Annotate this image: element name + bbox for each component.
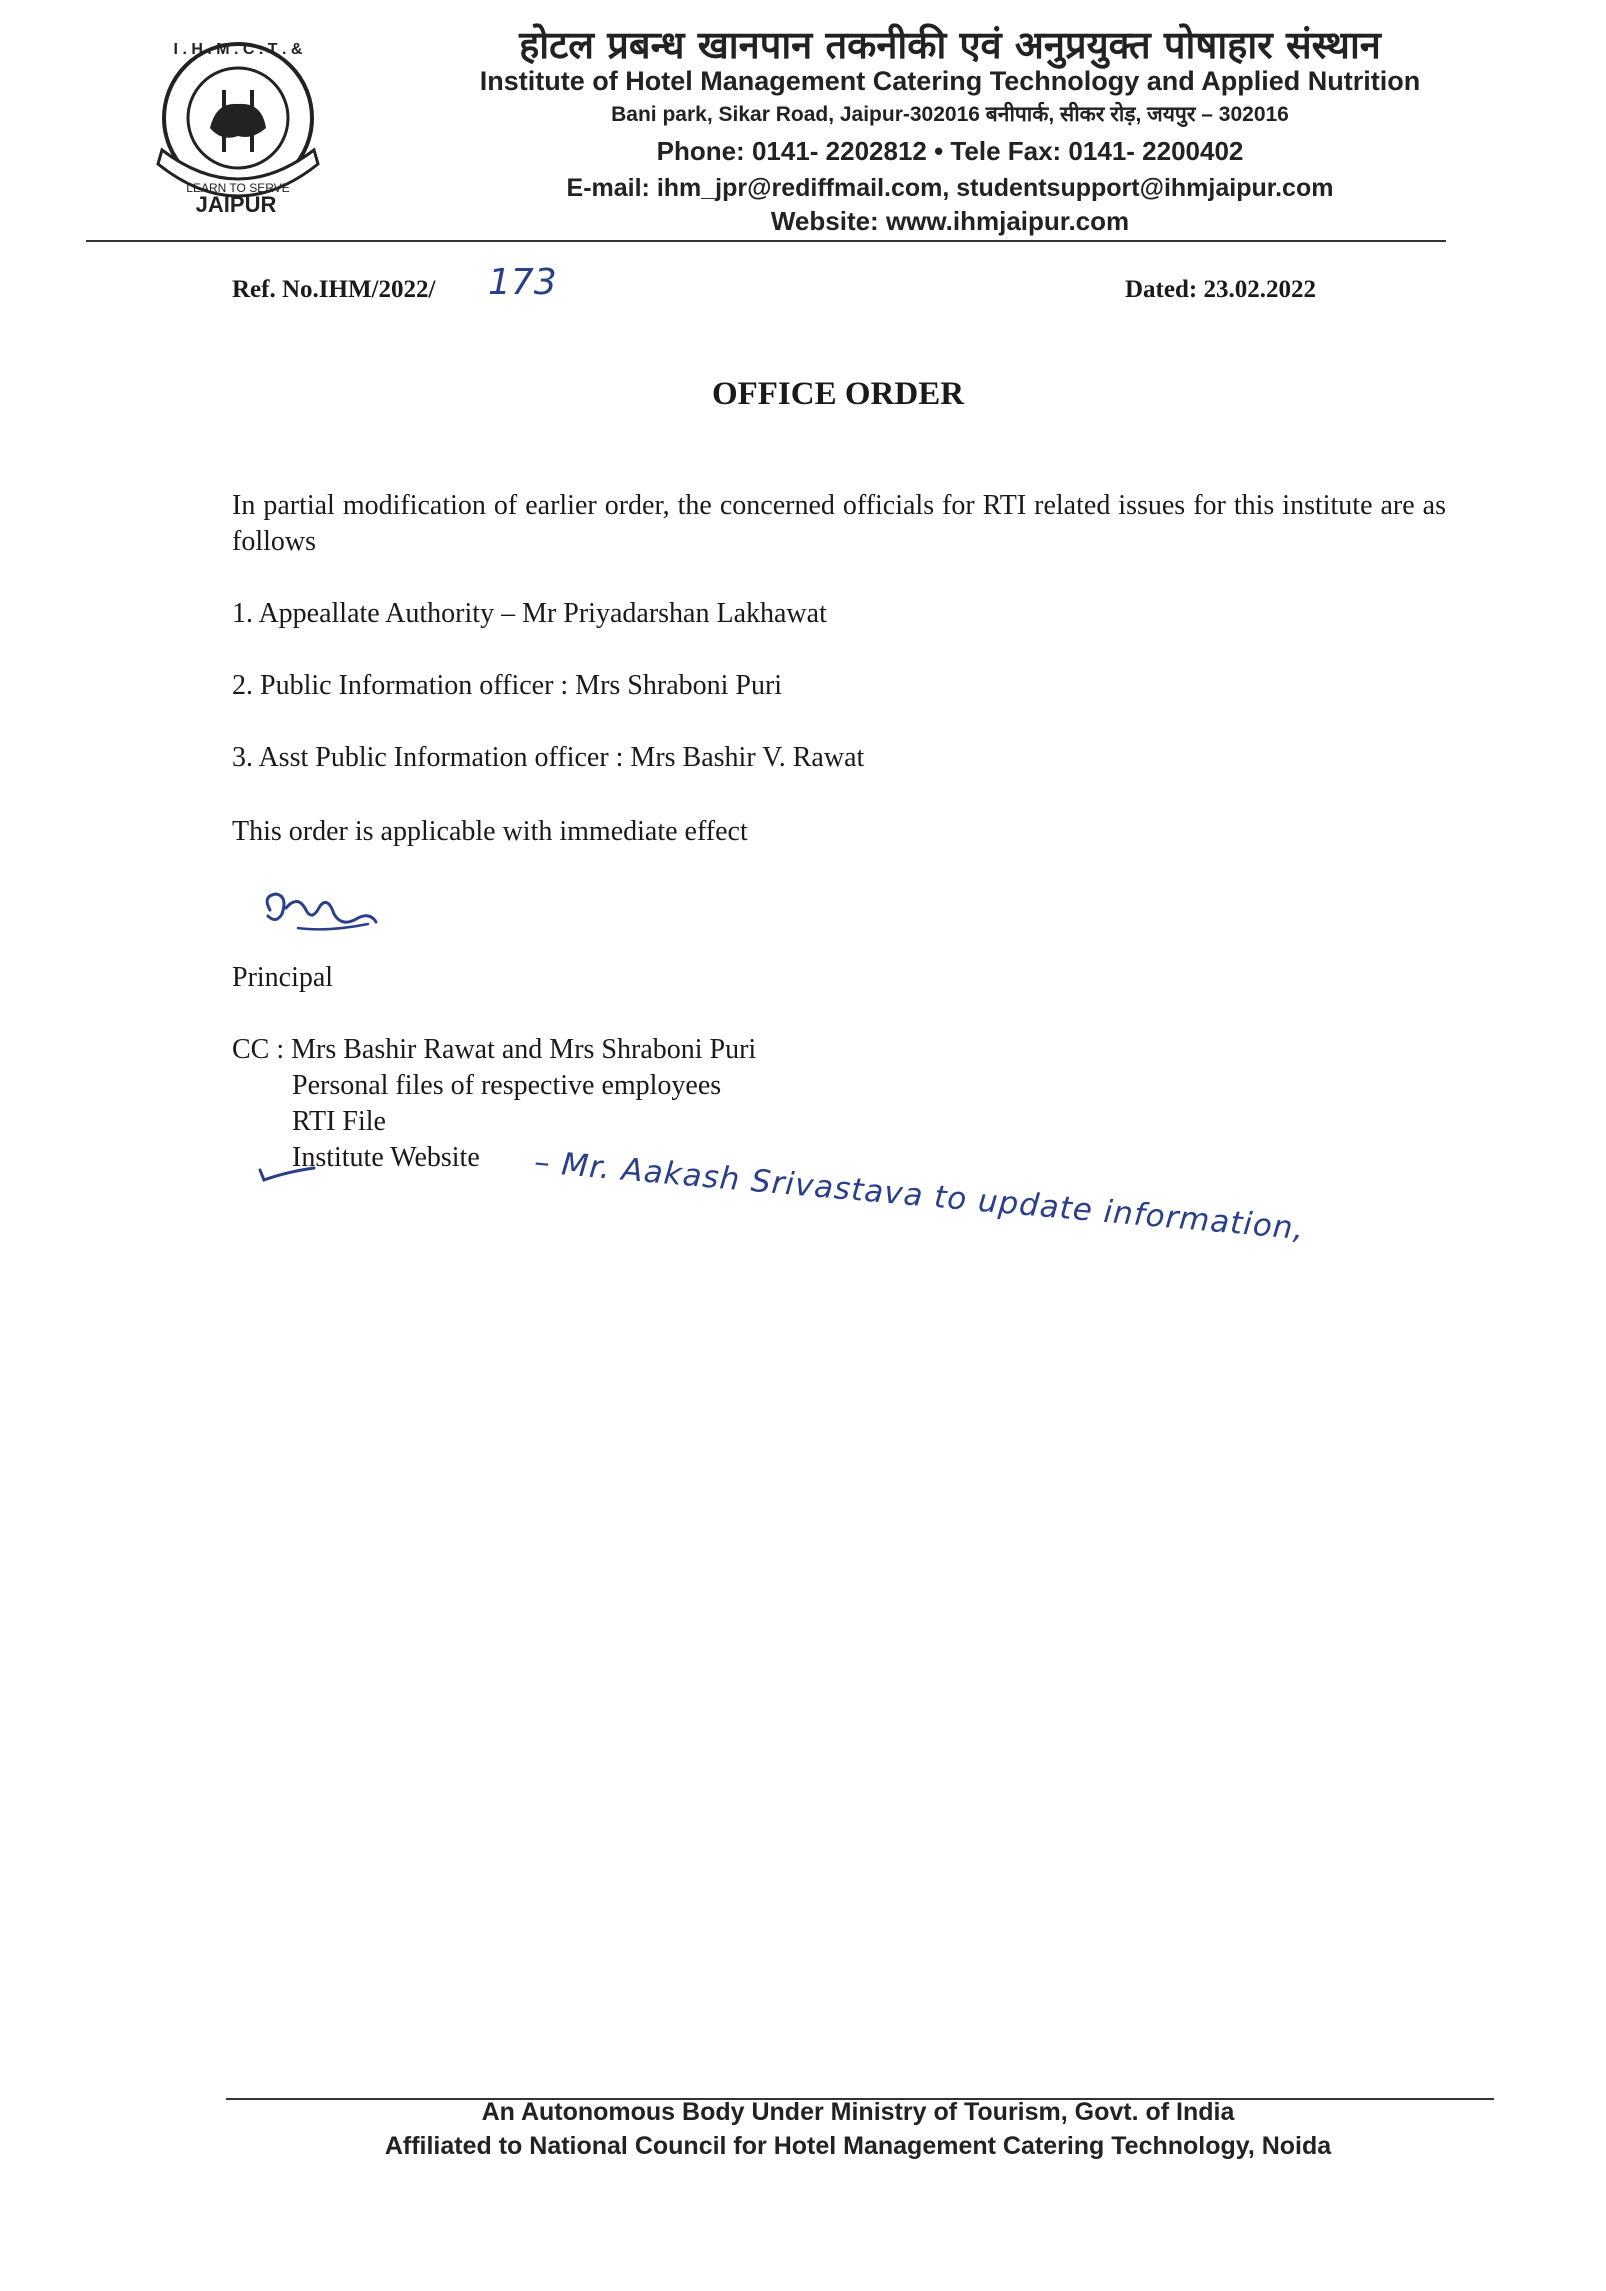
reference-number-label: Ref. No.IHM/2022/ xyxy=(232,276,436,303)
institute-address: Bani park, Sikar Road, Jaipur-302016 बनीपार्क, सीकर रोड़, जयपुर – 302016 xyxy=(611,103,1289,126)
official-item: 1. Appeallate Authority – Mr Priyadarshan Lakhawat xyxy=(232,598,827,629)
footer-line-affiliation: Affiliated to National Council for Hotel Management Catering Technology, Noida xyxy=(384,2132,1332,2160)
handwritten-tick-mark xyxy=(256,1150,316,1184)
document-title: OFFICE ORDER xyxy=(711,376,965,412)
principal-signature xyxy=(258,888,388,948)
cc-item: Personal files of respective employees xyxy=(292,1070,722,1101)
cc-item: RTI File xyxy=(292,1106,386,1137)
handwritten-note: – Mr. Aakash Srivastava to update information, xyxy=(532,1144,1306,1248)
svg-text:LEARN TO SERVE: LEARN TO SERVE xyxy=(186,181,290,195)
logo-city: JAIPUR xyxy=(195,192,277,217)
order-date: Dated: 23.02.2022 xyxy=(1125,276,1316,303)
footer-line-ministry: An Autonomous Body Under Ministry of Tourism, Govt. of India xyxy=(481,2098,1235,2126)
institute-name: Institute of Hotel Management Catering Technology and Applied Nutrition xyxy=(479,66,1421,96)
effect-statement: This order is applicable with immediate effect xyxy=(232,816,748,847)
header-divider xyxy=(86,240,1446,242)
institute-email: E-mail: ihm_jpr@rediffmail.com, studentsupport@ihmjaipur.com xyxy=(566,174,1334,202)
reference-number-handwritten: 173 xyxy=(488,262,557,303)
official-item: 3. Asst Public Information officer : Mrs Bashir V. Rawat xyxy=(232,742,865,773)
intro-paragraph: In partial modification of earlier order, the concerned officials for RTI related issues for this institute are as follows xyxy=(232,490,1446,557)
cc-item: CC : Mrs Bashir Rawat and Mrs Shraboni Puri xyxy=(232,1034,757,1065)
cc-item: Institute Website xyxy=(292,1142,480,1173)
signatory-title: Principal xyxy=(232,962,334,993)
svg-text:I . H . M . C . T . &: I . H . M . C . T . & xyxy=(173,41,303,58)
institute-name-hindi: होटल प्रबन्ध खानपान तकनीकी एवं अनुप्रयुक्त पोषाहार संस्थान xyxy=(519,23,1381,67)
institute-website: Website: www.ihmjaipur.com xyxy=(770,206,1130,236)
official-item: 2. Public Information officer : Mrs Shraboni Puri xyxy=(232,670,783,701)
institute-phone: Phone: 0141- 2202812 • Tele Fax: 0141- 2200402 xyxy=(656,136,1244,166)
